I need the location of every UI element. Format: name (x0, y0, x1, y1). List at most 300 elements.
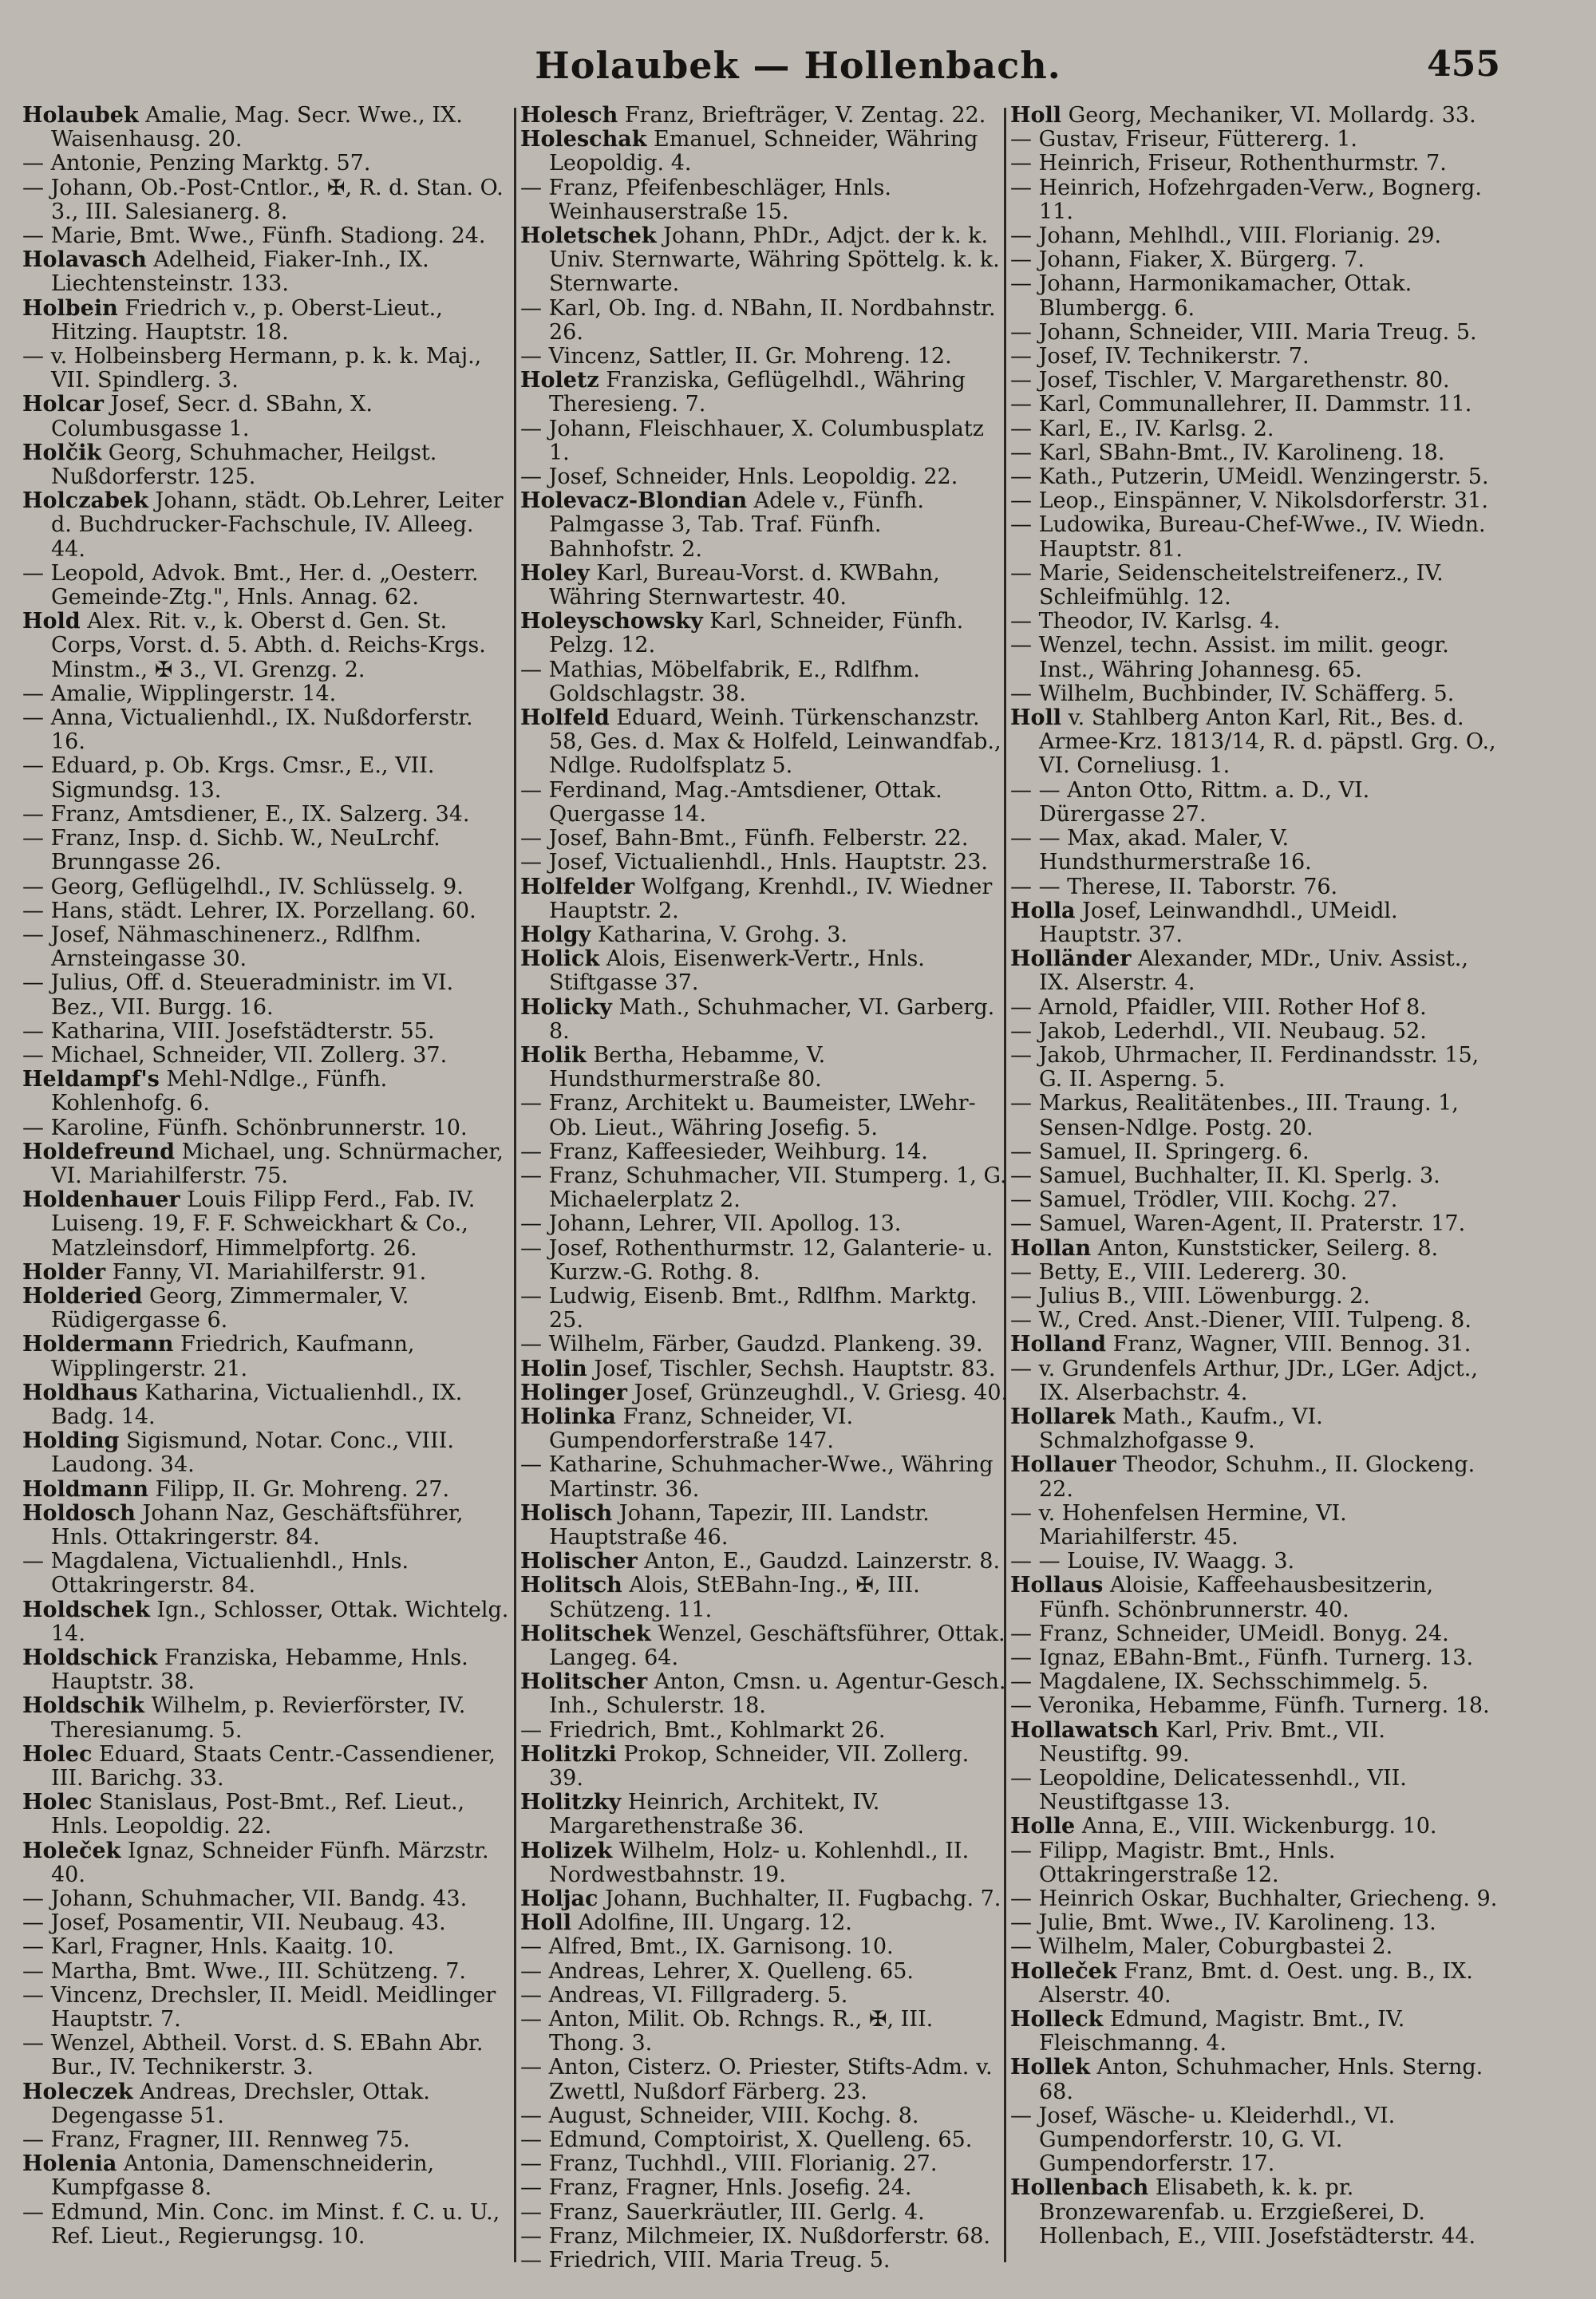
entry-details: — Wilhelm, Färber, Gaudzd. Plankeng. 39. (520, 1332, 983, 1357)
entry-surname: Holczabek (22, 488, 148, 514)
directory-entry (520, 1405, 1009, 1453)
directory-entry (1010, 827, 1499, 875)
directory-entry (22, 224, 511, 248)
directory-entry (1010, 562, 1499, 610)
directory-entry (22, 2128, 511, 2152)
entry-details: — Magdalena, Victualienhdl., Hnls. Ottakringerstr. 84. (22, 1549, 409, 1598)
entry-details: — Leopold, Advok. Bmt., Her. d. „Oesterr. Gemeinde-Ztg.", Hnls. Annag. 62. (22, 560, 479, 610)
entry-details: Math., Kaufm., VI. Schmalzhofgasse 9. (1039, 1404, 1323, 1454)
directory-entry (1010, 104, 1499, 128)
entry-details: — Arnold, Pfaidler, VIII. Rother Hof 8. (1010, 994, 1427, 1020)
directory-entry (520, 1743, 1009, 1791)
directory-entry (1010, 1309, 1499, 1333)
entry-details: — Johann, Harmonikamacher, Ottak. Blumbergg. 6. (1010, 271, 1412, 321)
entry-details: — Ludowika, Bureau-Chef-Wwe., IV. Wiedn. Hauptstr. 81. (1010, 512, 1486, 562)
entry-surname: Hold (22, 609, 81, 634)
directory-entry (1010, 152, 1499, 176)
directory-entry (22, 1743, 511, 1791)
directory-entry (520, 610, 1009, 658)
directory-entry (520, 658, 1009, 706)
directory-entry (1010, 393, 1499, 417)
directory-entry (1010, 899, 1499, 947)
entry-details: — Anton, Milit. Ob. Rchngs. R., ✠, III. Thong. 3. (520, 2007, 934, 2056)
entry-details: — Franz, Tuchhdl., VIII. Florianig. 27. (520, 2151, 938, 2177)
entry-surname: Holderied (22, 1283, 143, 1309)
directory-entry (22, 393, 511, 440)
directory-entry (520, 1670, 1009, 1718)
directory-entry (1010, 1044, 1499, 1092)
entry-details: Josef, Tischler, Sechsh. Hauptstr. 83. (587, 1356, 996, 1381)
directory-entry (22, 562, 511, 610)
entry-details: — Marie, Bmt. Wwe., Fünfh. Stadiong. 24. (22, 223, 486, 249)
entry-surname: Holjac (520, 1886, 598, 1912)
directory-entry (22, 248, 511, 296)
entry-surname: Holl (520, 1910, 572, 1936)
directory-entry (520, 2201, 1009, 2225)
directory-entry (22, 803, 511, 827)
directory-entry (1010, 1960, 1499, 2008)
entry-details: — Martha, Bmt. Wwe., III. Schützeng. 7. (22, 1958, 466, 1984)
directory-entry (1010, 779, 1499, 827)
entry-surname: Hollawatsch (1010, 1717, 1159, 1743)
directory-entry (520, 224, 1009, 297)
entry-details: — Vincenz, Drechsler, II. Meidl. Meidlinger Hauptstr. 7. (22, 1982, 496, 2032)
directory-entry (1010, 272, 1499, 320)
entry-details: Louis Filipp Ferd., Fab. IV. Luiseng. 19, F. F. Schweickhart & Co., Matzleinsdorf, Himmelpfortg. 26. (51, 1187, 476, 1261)
entry-details: — Jakob, Lederhdl., VII. Neubaug. 52. (1010, 1018, 1427, 1044)
entry-details: — Johann, Ob.-Post-Cntlor., ✠, R. d. Stan. O. 3., III. Salesianerg. 8. (22, 175, 504, 224)
directory-entry (1010, 1140, 1499, 1164)
column-1 (22, 104, 511, 2274)
entry-surname: Holeyschowsky (520, 609, 703, 634)
directory-entry (520, 369, 1009, 417)
entry-details: — Josef, Nähmaschinenerz., Rdlfhm. Arnsteingasse 30. (22, 922, 421, 972)
directory-entry (520, 128, 1009, 176)
entry-details: — Samuel, Buchhalter, II. Kl. Sperlg. 3. (1010, 1163, 1440, 1188)
directory-entry (520, 779, 1009, 827)
entry-details: Bertha, Hebamme, V. Hundsthurmerstraße 80. (549, 1042, 826, 1092)
entry-surname: Holetschek (520, 223, 657, 249)
entry-details: — Andreas, VI. Fillgraderg. 5. (520, 1982, 848, 2008)
entry-details: — — Anton Otto, Rittm. a. D., VI. Dürergasse 27. (1010, 777, 1370, 827)
directory-entry (22, 1984, 511, 2032)
directory-entry (22, 610, 511, 682)
directory-entry (22, 827, 511, 875)
entry-details: — Wenzel, techn. Assist. im milit. geogr. Inst., Währing Johannesg. 65. (1010, 633, 1449, 682)
entry-details: — Ludwig, Eisenb. Bmt., Rdlfhm. Marktg. 25. (520, 1283, 978, 1333)
entry-details: — Kath., Putzerin, UMeidl. Wenzingerstr. 5. (1010, 464, 1489, 490)
entry-surname: Holicky (520, 994, 612, 1020)
directory-entry (520, 947, 1009, 995)
entry-details: Josef, Leinwandhdl., UMeidl. Hauptstr. 37. (1039, 898, 1398, 947)
entry-surname: Holitschek (520, 1621, 651, 1646)
entry-details: Stanislaus, Post-Bmt., Ref. Lieut., Hnls. Leopoldig. 22. (51, 1790, 465, 1839)
entry-details: — Josef, IV. Technikerstr. 7. (1010, 344, 1310, 369)
directory-entry (1010, 128, 1499, 152)
entry-surname: Holec (22, 1790, 93, 1815)
entry-details: — Ferdinand, Mag.-Amtsdiener, Ottak. Quergasse 14. (520, 777, 942, 827)
entry-surname: Hollek (1010, 2055, 1090, 2080)
directory-entry (520, 1622, 1009, 1670)
directory-entry (22, 899, 511, 923)
entry-details: — Antonie, Penzing Marktg. 57. (22, 151, 371, 176)
directory-entry (22, 1068, 511, 1116)
page-number: 455 (1427, 44, 1500, 85)
entry-details: — Filipp, Magistr. Bmt., Hnls. Ottakringerstraße 12. (1010, 1838, 1336, 1887)
entry-details: Karl, Bureau-Vorst. d. KWBahn, Währing Sternwartestr. 40. (549, 560, 940, 610)
entry-details: Josef, Grünzeughdl., V. Griesg. 40. (626, 1380, 1009, 1405)
entry-details: Josef, Secr. d. SBahn, X. Columbusgasse 1. (51, 392, 373, 441)
entry-details: — Hans, städt. Lehrer, IX. Porzellang. 60. (22, 898, 476, 923)
entry-details: — Leop., Einspänner, V. Nikolsdorferstr. 31. (1010, 488, 1488, 514)
entry-details: Georg, Zimmermaler, V. Rüdigergasse 6. (51, 1283, 409, 1333)
directory-entry (520, 465, 1009, 489)
entry-details: — Vincenz, Sattler, II. Gr. Mohreng. 12. (520, 344, 952, 369)
entry-surname: Holick (520, 946, 600, 972)
entry-details: — Josef, Rothenthurmstr. 12, Galanterie- u. Kurzw.-G. Rothg. 8. (520, 1235, 994, 1285)
entry-details: Adolfine, III. Ungarg. 12. (571, 1910, 852, 1936)
entry-details: Filipp, II. Gr. Mohreng. 27. (148, 1476, 450, 1502)
directory-entry (22, 1960, 511, 1984)
entry-details: — Josef, Victualienhdl., Hnls. Hauptstr. 23. (520, 850, 989, 875)
directory-entry (22, 1188, 511, 1261)
entry-details: Adele v., Fünfh. Palmgasse 3, Tab. Traf. Fünfh. Bahnhofstr. 2. (549, 488, 924, 562)
entry-details: — v. Grundenfels Arthur, JDr., LGer. Adjct., IX. Alserbachstr. 4. (1010, 1356, 1478, 1405)
directory-entry (1010, 947, 1499, 995)
directory-entry (22, 2152, 511, 2200)
entry-details: Franziska, Geflügelhdl., Währing Theresieng. 7. (549, 368, 966, 417)
entry-details: — Samuel, II. Springerg. 6. (1010, 1139, 1310, 1164)
directory-entry (520, 1357, 1009, 1381)
entry-details: Eduard, Staats Centr.-Cassendiener, III. Barichg. 33. (51, 1741, 496, 1791)
column-divider (514, 108, 516, 2262)
directory-entry (1010, 345, 1499, 369)
directory-entry (22, 1550, 511, 1598)
entry-details: — Samuel, Trödler, VIII. Kochg. 27. (1010, 1187, 1398, 1213)
entry-details: Wilhelm, Holz- u. Kohlenhdl., II. Nordwestbahnstr. 19. (549, 1838, 970, 1887)
directory-entry (22, 2201, 511, 2249)
entry-details: Wolfgang, Krenhdl., IV. Wiedner Hauptstr. 2. (549, 874, 993, 923)
column-2 (520, 104, 1009, 2274)
directory-entry (22, 1598, 511, 1646)
directory-entry (1010, 2104, 1499, 2177)
directory-entry (520, 1719, 1009, 1743)
entry-details: Anton, Schuhmacher, Hnls. Sterng. 68. (1039, 2055, 1483, 2104)
page-title: Holaubek — Hollenbach. (535, 44, 1061, 87)
entry-details: Elisabeth, k. k. pr. Bronzewarenfab. u. Erzgießerei, D. Hollenbach, E., VIII. Josefstädterstr. 44. (1039, 2175, 1476, 2249)
entry-details: — Edmund, Comptoirist, X. Quelleng. 65. (520, 2127, 973, 2153)
entry-details: Alois, Eisenwerk-Vertr., Hnls. Stiftgasse 37. (549, 946, 925, 996)
entry-details: — Josef, Bahn-Bmt., Fünfh. Felberstr. 22. (520, 826, 969, 851)
directory-entry (1010, 321, 1499, 345)
entry-details: — Franz, Architekt u. Baumeister, LWehr-Ob. Lieut., Währing Josefig. 5. (520, 1091, 976, 1140)
entry-surname: Holenia (22, 2151, 117, 2177)
directory-entry (22, 875, 511, 899)
entry-details: Johann, Buchhalter, II. Fugbachg. 7. (598, 1886, 1001, 1912)
entry-surname: Holey (520, 560, 590, 586)
directory-entry (22, 1261, 511, 1285)
entry-details: — Karl, SBahn-Bmt., IV. Karolineng. 18. (1010, 440, 1445, 465)
entry-details: Franziska, Hebamme, Hnls. Hauptstr. 38. (51, 1645, 468, 1695)
entry-details: Andreas, Drechsler, Ottak. Degengasse 51. (51, 2079, 430, 2128)
directory-entry (22, 176, 511, 224)
entry-surname: Holin (520, 1356, 587, 1381)
entry-details: Johann Naz, Geschäftsführer, Hnls. Ottakringerstr. 84. (51, 1500, 464, 1550)
directory-entry (520, 2056, 1009, 2103)
directory-entry (22, 1381, 511, 1429)
entry-details: v. Stahlberg Anton Karl, Rit., Bes. d. Armee-Krz. 1813/14, R. d. päpstl. Grg. O., VI. Corneliusg. 1. (1039, 705, 1496, 779)
entry-details: — Wenzel, Abtheil. Vorst. d. S. EBahn Abr. Bur., IV. Technikerstr. 3. (22, 2031, 484, 2080)
entry-details: — — Louise, IV. Waagg. 3. (1010, 1549, 1295, 1574)
entry-surname: Heldampf's (22, 1067, 160, 1092)
directory-entry (1010, 1719, 1499, 1767)
directory-entry (520, 345, 1009, 369)
directory-entry (22, 1116, 511, 1140)
directory-entry (22, 1646, 511, 1694)
column-3 (1010, 104, 1499, 2274)
entry-surname: Holdenhauer (22, 1187, 180, 1213)
directory-entry (520, 706, 1009, 779)
entry-surname: Holdefreund (22, 1139, 175, 1164)
entry-details: — Franz, Fragner, Hnls. Josefig. 24. (520, 2175, 912, 2201)
directory-entry (1010, 1020, 1499, 1044)
directory-entry (22, 1285, 511, 1333)
entry-details: — Heinrich Oskar, Buchhalter, Griecheng. 9. (1010, 1886, 1498, 1912)
directory-entry (22, 1911, 511, 1935)
entry-surname: Holl (1010, 705, 1062, 731)
entry-details: Theodor, Schuhm., II. Glockeng. 22. (1039, 1452, 1476, 1502)
entry-surname: Holland (1010, 1332, 1107, 1357)
directory-entry (1010, 1333, 1499, 1357)
entry-details: Franz, Briefträger, V. Zentag. 22. (618, 104, 986, 128)
directory-entry (1010, 1550, 1499, 1574)
entry-details: — Franz, Amtsdiener, E., IX. Salzerg. 34. (22, 801, 470, 827)
entry-details: Johann, städt. Ob.Lehrer, Leiter d. Buchdrucker-Fachschule, IV. Alleeg. 44. (51, 488, 504, 562)
directory-entry (520, 827, 1009, 851)
entry-details: — Jakob, Uhrmacher, II. Ferdinandsstr. 15, G. II. Asperng. 5. (1010, 1042, 1479, 1092)
directory-entry (1010, 1237, 1499, 1261)
entry-details: — Wilhelm, Maler, Coburgbastei 2. (1010, 1934, 1393, 1960)
entry-details: Friedrich, Kaufmann, Wipplingerstr. 21. (51, 1332, 415, 1381)
entry-details: — Anton, Cisterz. O. Priester, Stifts-Adm. v. Zwettl, Nußdorf Färberg. 23. (520, 2055, 993, 2104)
entry-surname: Holleček (1010, 1958, 1117, 1984)
entry-details: — Franz, Pfeifenbeschläger, Hnls. Weinhauserstraße 15. (520, 175, 891, 224)
entry-details: Sigismund, Notar. Conc., VIII. Laudong. 34. (51, 1428, 454, 1478)
directory-entry (520, 2104, 1009, 2128)
entry-details: — Markus, Realitätenbes., III. Traung. 1, Sensen-Ndlge. Postg. 20. (1010, 1091, 1459, 1140)
entry-surname: Holitscher (520, 1669, 648, 1695)
directory-entry (22, 489, 511, 562)
entry-surname: Holinger (520, 1380, 627, 1405)
entry-details: — Ignaz, EBahn-Bmt., Fünfh. Turnerg. 13. (1010, 1645, 1474, 1670)
directory-entry (1010, 224, 1499, 248)
entry-details: — Magdalene, IX. Sechsschimmelg. 5. (1010, 1669, 1429, 1695)
directory-entry (520, 2152, 1009, 2176)
entry-details: — Karl, Ob. Ing. d. NBahn, II. Nordbahnstr. 26. (520, 295, 996, 345)
entry-details: — Mathias, Möbelfabrik, E., Rdlfhm. Goldschlagstr. 38. (520, 657, 920, 706)
entry-details: Adelheid, Fiaker-Inh., IX. Liechtensteinstr. 133. (51, 247, 429, 297)
entry-surname: Holitzki (520, 1741, 617, 1767)
directory-entry (520, 297, 1009, 345)
entry-surname: Holischer (520, 1549, 638, 1574)
entry-details: Johann, Tapezir, III. Landstr. Hauptstraße 46. (549, 1500, 930, 1550)
entry-details: Eduard, Weinh. Türkenschanzstr. 58, Ges. d. Max & Holfeld, Leinwandfab., Ndlge. Rudolfsplatz 5. (549, 705, 1001, 779)
directory-entry (1010, 1935, 1499, 1959)
directory-entry (1010, 1887, 1499, 1911)
entry-details: Anton, Cmsn. u. Agentur-Gesch. Inh., Schulerstr. 18. (549, 1669, 1006, 1719)
directory-entry (1010, 489, 1499, 513)
directory-entry (1010, 2008, 1499, 2056)
entry-surname: Holisch (520, 1500, 613, 1526)
entry-details: — Heinrich, Friseur, Rothenthurmstr. 7. (1010, 151, 1447, 176)
directory-entry (22, 1020, 511, 1044)
entry-surname: Holländer (1010, 946, 1132, 972)
directory-entry (520, 2176, 1009, 2200)
entry-details: — Leopoldine, Delicatessenhdl., VII. Neustiftgasse 13. (1010, 1766, 1407, 1815)
directory-entry (1010, 1188, 1499, 1212)
directory-entry (22, 2080, 511, 2128)
directory-entry (22, 1887, 511, 1911)
directory-entry (22, 971, 511, 1019)
entry-details: Edmund, Magistr. Bmt., IV. Fleischmanng. 4. (1039, 2007, 1405, 2056)
directory-entry (22, 2032, 511, 2080)
entry-surname: Holla (1010, 898, 1076, 923)
entry-details: — Julie, Bmt. Wwe., IV. Karolineng. 13. (1010, 1910, 1436, 1936)
directory-entry (1010, 1453, 1499, 1501)
entry-details: — Karoline, Fünfh. Schönbrunnerstr. 10. (22, 1115, 468, 1140)
directory-entry (22, 152, 511, 176)
directory-entry (1010, 1670, 1499, 1694)
entry-details: — Johann, Mehlhdl., VIII. Florianig. 29. (1010, 223, 1442, 249)
directory-entry (1010, 441, 1499, 465)
directory-entry (520, 1333, 1009, 1357)
entry-surname: Holeczek (22, 2079, 133, 2104)
entry-details: Georg, Mechaniker, VI. Mollardg. 33. (1061, 104, 1476, 128)
directory-entry (520, 2128, 1009, 2152)
directory-entry (520, 2249, 1009, 2273)
entry-surname: Holdschik (22, 1693, 144, 1719)
entry-details: Anna, E., VIII. Wickenburgg. 10. (1075, 1814, 1437, 1839)
directory-entry (520, 1911, 1009, 1935)
directory-entry (22, 1839, 511, 1887)
entry-details: — Betty, E., VIII. Ledererg. 30. (1010, 1259, 1348, 1285)
entry-details: Anton, Kunststicker, Seilerg. 8. (1091, 1235, 1439, 1261)
directory-entry (520, 1887, 1009, 1911)
directory-entry (1010, 634, 1499, 681)
entry-details: — Amalie, Wipplingerstr. 14. (22, 681, 337, 706)
entry-surname: Holfeld (520, 705, 610, 731)
directory-entry (520, 1984, 1009, 2008)
entry-details: Emanuel, Schneider, Währing Leopoldig. 4. (549, 127, 978, 176)
entry-details: Johann, PhDr., Adjct. der k. k. Univ. Sternwarte, Währing Spöttelg. k. k. Sternwarte. (549, 223, 1000, 297)
directory-entry (1010, 369, 1499, 393)
directory-entry (520, 996, 1009, 1044)
entry-details: — Karl, Fragner, Hnls. Kaaitg. 10. (22, 1934, 394, 1960)
entry-details: — Georg, Geflügelhdl., IV. Schlüsselg. 9. (22, 874, 464, 899)
entry-surname: Holcar (22, 392, 104, 417)
entry-details: Wilhelm, p. Revierförster, IV. Theresianumg. 5. (51, 1693, 466, 1743)
entry-details: — Friedrich, VIII. Maria Treug. 5. (520, 2248, 891, 2273)
entry-details: Antonia, Damenschneiderin, Kumpfgasse 8. (51, 2151, 435, 2201)
entry-details: Wenzel, Geschäftsführer, Ottak. Langeg. 64. (549, 1621, 1005, 1670)
entry-details: — Katharina, VIII. Josefstädterstr. 55. (22, 1018, 435, 1044)
directory-entry (1010, 248, 1499, 272)
entry-surname: Holleck (1010, 2007, 1104, 2032)
entry-details: — — Max, akad. Maler, V. Hundsthurmerstraße 16. (1010, 826, 1312, 875)
directory-entry (520, 1453, 1009, 1501)
entry-surname: Hollan (1010, 1235, 1092, 1261)
entry-surname: Hollaus (1010, 1573, 1104, 1598)
entry-surname: Holle (1010, 1814, 1076, 1839)
directory-entry (22, 706, 511, 754)
entry-details: Friedrich v., p. Oberst-Lieut., Hitzing. Hauptstr. 18. (51, 295, 443, 345)
entry-surname: Holitzky (520, 1790, 622, 1815)
directory-entry (22, 441, 511, 489)
entry-details: Math., Schuhmacher, VI. Garberg. 8. (549, 994, 995, 1044)
directory-entry (1010, 1261, 1499, 1285)
entry-details: — Samuel, Waren-Agent, II. Praterstr. 17. (1010, 1211, 1466, 1237)
entry-details: — Franz, Kaffeesieder, Weihburg. 14. (520, 1139, 928, 1164)
directory-entry (520, 1285, 1009, 1333)
directory-entry (520, 1839, 1009, 1887)
directory-entry (1010, 1502, 1499, 1550)
directory-entry (22, 345, 511, 393)
directory-entry (1010, 1405, 1499, 1453)
entry-details: — Julius, Off. d. Steueradministr. im VI. Bez., VII. Burgg. 16. (22, 970, 454, 1020)
entry-surname: Holding (22, 1428, 120, 1454)
directory-entry (1010, 996, 1499, 1020)
directory-entry (520, 489, 1009, 562)
directory-entry (1010, 875, 1499, 899)
entry-details: — Franz, Milchmeier, IX. Nußdorferstr. 68. (520, 2223, 991, 2249)
entry-details: — Karl, Communallehrer, II. Dammstr. 11. (1010, 392, 1472, 417)
entry-details: Alexander, MDr., Univ. Assist., IX. Alserstr. 4. (1039, 946, 1468, 996)
entry-details: — August, Schneider, VIII. Kochg. 8. (520, 2103, 919, 2128)
directory-entry (520, 1935, 1009, 1959)
entry-details: — Franz, Schuhmacher, VII. Stumperg. 1, G. Michaelerplatz 2. (520, 1163, 1007, 1213)
entry-details: — Heinrich, Hofzehrgaden-Verw., Bognerg. 11. (1010, 175, 1482, 224)
directory-entry (1010, 1357, 1499, 1405)
entry-details: Anton, E., Gaudzd. Lainzerstr. 8. (637, 1549, 1001, 1574)
directory-entry (1010, 1164, 1499, 1188)
directory-entry (1010, 1622, 1499, 1646)
directory-entry (1010, 2176, 1499, 2249)
directory-entry (520, 1550, 1009, 1574)
entry-details: — Friedrich, Bmt., Kohlmarkt 26. (520, 1717, 886, 1743)
directory-entry (1010, 610, 1499, 634)
entry-details: — Michael, Schneider, VII. Zollerg. 37. (22, 1042, 448, 1068)
entry-details: — Edmund, Min. Conc. im Minst. f. C. u. U., Ref. Lieut., Regierungsg. 10. (22, 2199, 500, 2249)
directory-entry (520, 1164, 1009, 1212)
entry-surname: Holdhaus (22, 1380, 138, 1405)
directory-entry (520, 851, 1009, 875)
directory-entry (22, 682, 511, 706)
directory-entry (1010, 1646, 1499, 1670)
directory-entry (1010, 1212, 1499, 1236)
directory-entry (520, 923, 1009, 947)
directory-entry (22, 754, 511, 802)
directory-entry (520, 1044, 1009, 1092)
entry-details: Franz, Wagner, VIII. Bennog. 31. (1106, 1332, 1472, 1357)
entry-details: — Alfred, Bmt., IX. Garnisong. 10. (520, 1934, 894, 1960)
entry-details: — Johann, Schneider, VIII. Maria Treug. 5. (1010, 319, 1477, 345)
entry-surname: Holl (1010, 104, 1062, 128)
entry-details: — Franz, Schneider, UMeidl. Bonyg. 24. (1010, 1621, 1449, 1646)
entry-surname: Holdosch (22, 1500, 136, 1526)
page-header (0, 44, 1596, 100)
entry-surname: Holinka (520, 1404, 616, 1429)
entry-details: — Wilhelm, Buchbinder, IV. Schäfferg. 5. (1010, 681, 1455, 706)
